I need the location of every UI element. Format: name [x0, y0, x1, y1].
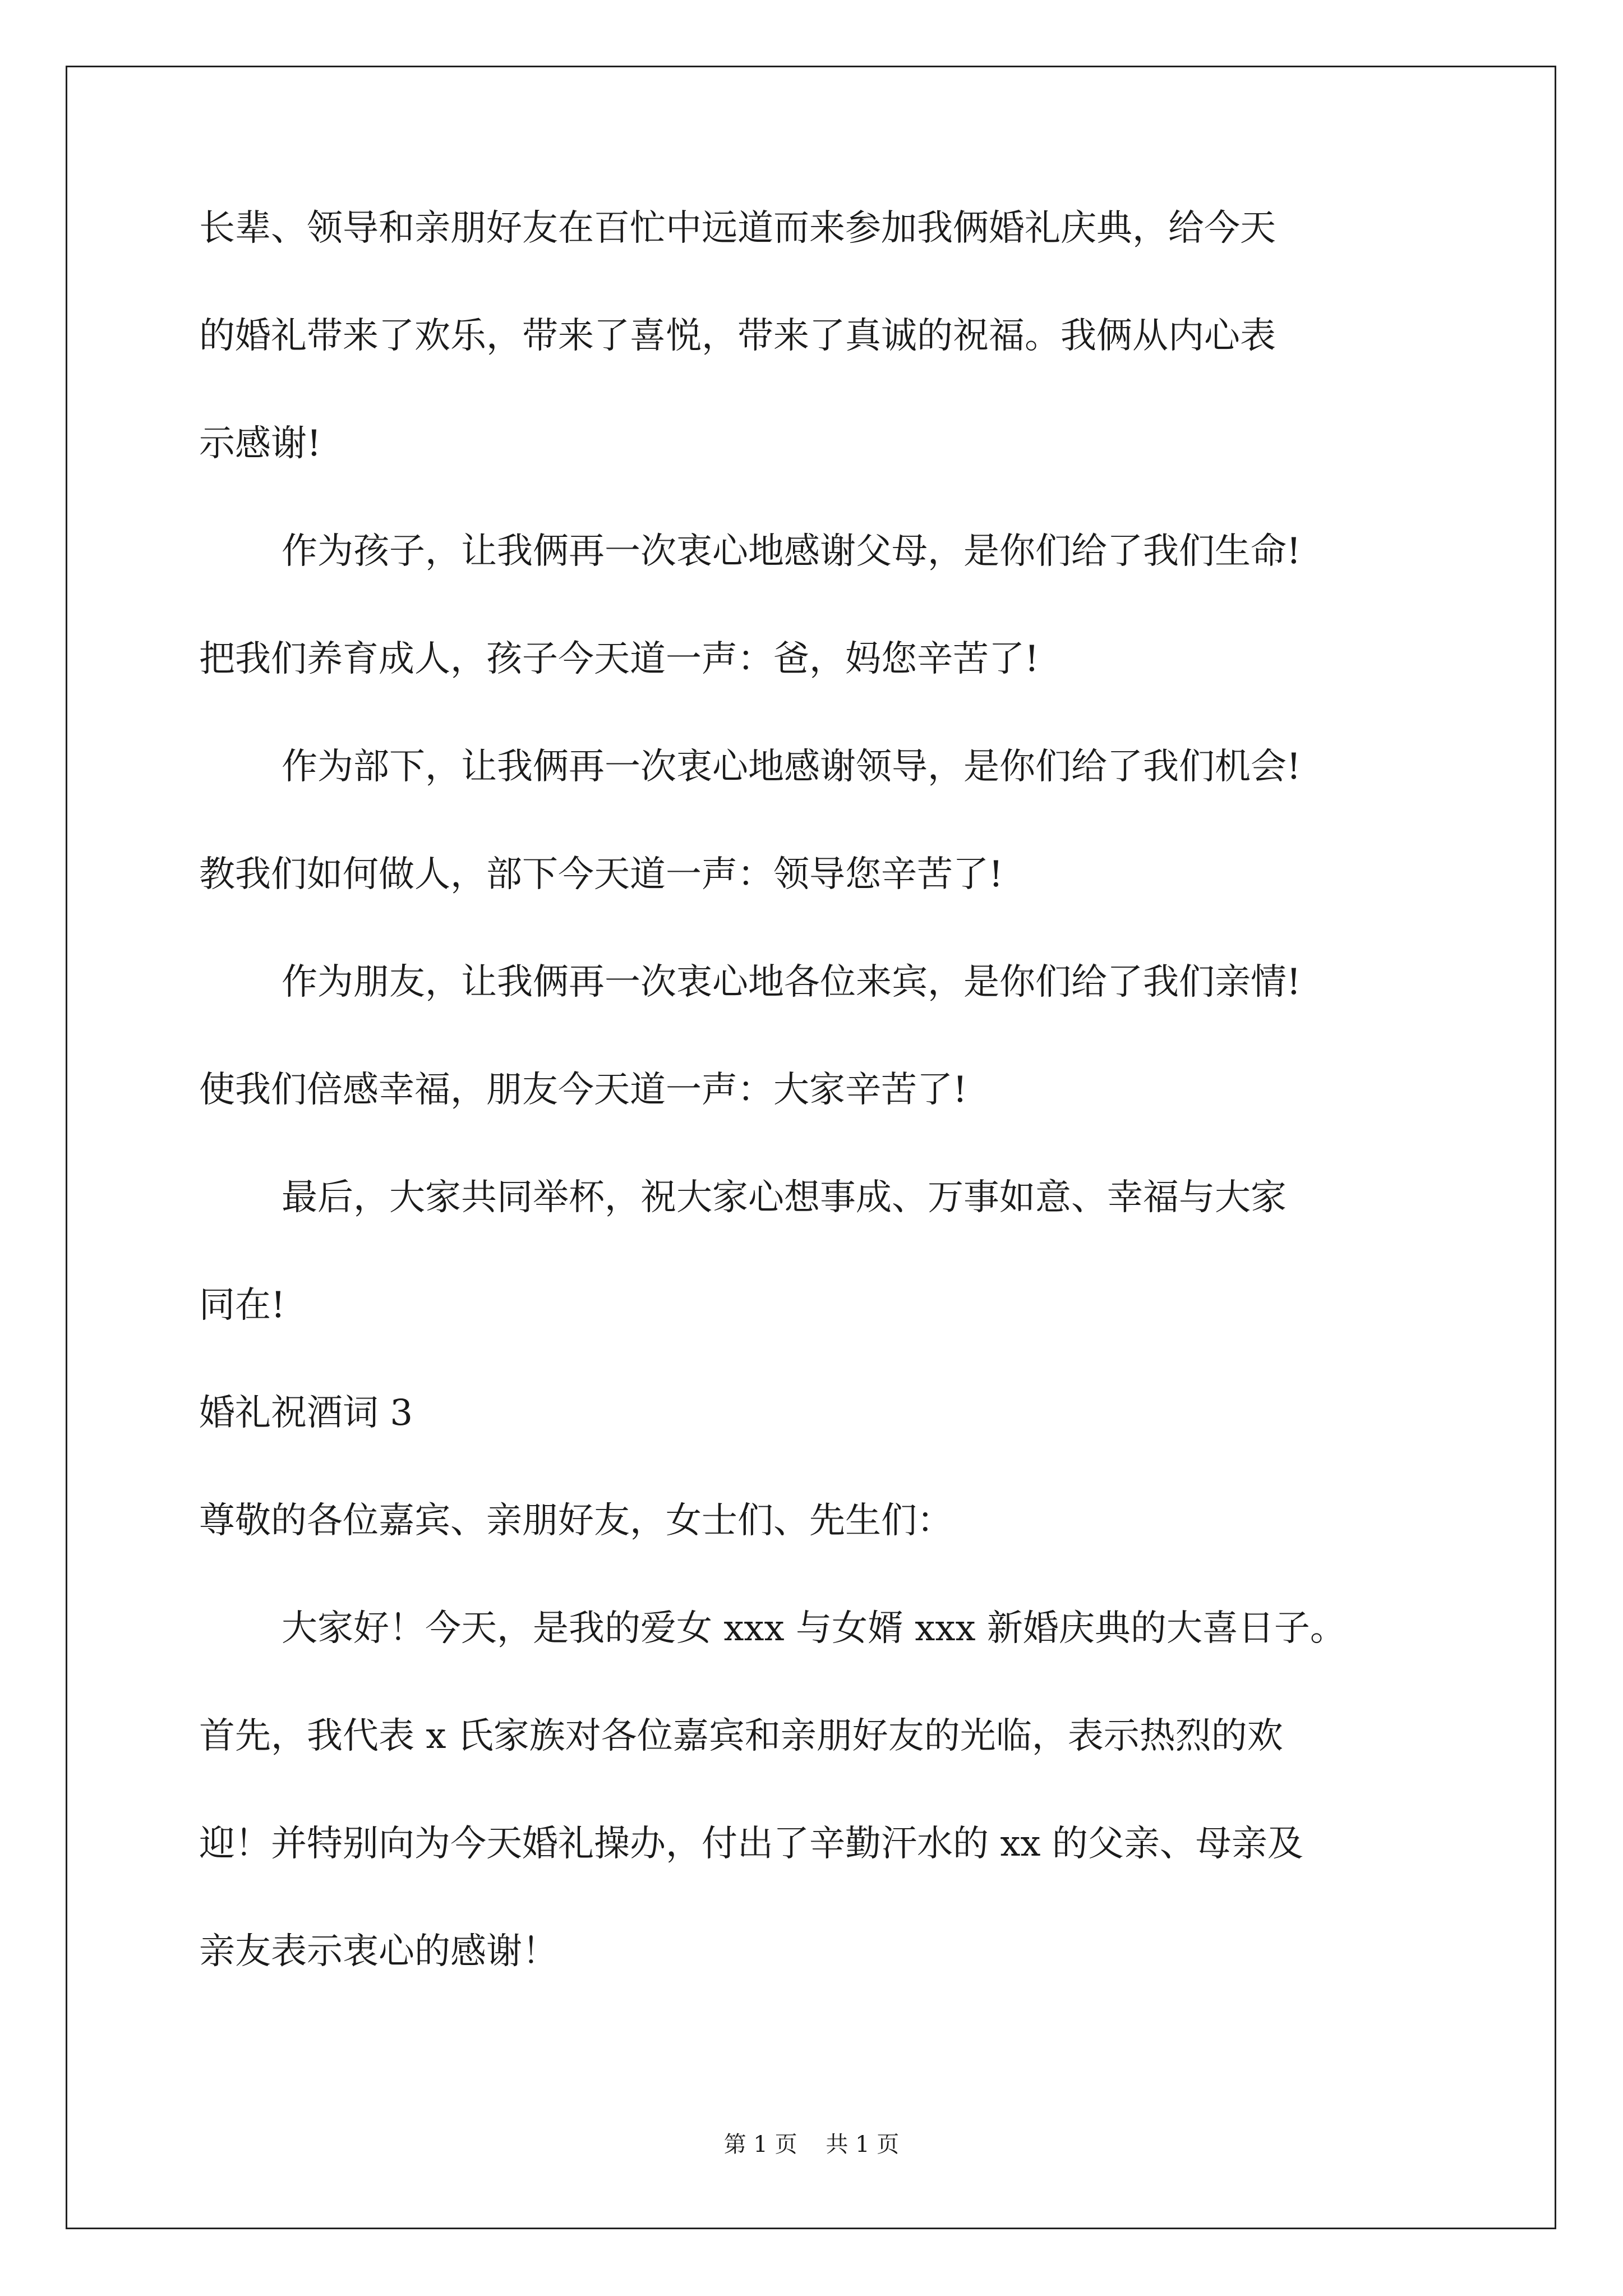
salutation-line: 尊敬的各位嘉宾、亲朋好友，女士们、先生们： — [199, 1500, 953, 1542]
paragraph-start-line: 作为孩子，让我俩再一次衷心地感谢父母，是你们给了我们生命! — [282, 531, 1301, 572]
text-line: 使我们倍感幸福，朋友今天道一声：大家辛苦了! — [199, 1069, 967, 1111]
paragraph-start-line: 大家好！今天，是我的爱女 xxx 与女婿 xxx 新婚庆典的大喜日子。 — [282, 1608, 1346, 1649]
text-line: 把我们养育成人，孩子今天道一声：爸，妈您辛苦了! — [199, 638, 1039, 680]
text-line: 的婚礼带来了欢乐，带来了喜悦，带来了真诚的祝福。我俩从内心表 — [199, 315, 1276, 357]
paragraph-start-line: 最后，大家共同举杯，祝大家心想事成、万事如意、幸福与大家 — [282, 1177, 1287, 1218]
text-line: 长辈、领导和亲朋好友在百忙中远道而来参加我俩婚礼庆典，给今天 — [199, 208, 1276, 249]
page-number-footer: 第 1 页 共 1 页 — [723, 2132, 900, 2157]
section-heading: 婚礼祝酒词 3 — [199, 1392, 413, 1434]
text-line: 示感谢! — [199, 423, 321, 464]
text-line: 教我们如何做人，部下今天道一声：领导您辛苦了! — [199, 854, 1003, 895]
paragraph-start-line: 作为朋友，让我俩再一次衷心地各位来宾，是你们给了我们亲情! — [282, 961, 1301, 1003]
paragraph-start-line: 作为部下，让我俩再一次衷心地感谢领导，是你们给了我们机会! — [282, 746, 1301, 788]
text-line: 首先，我代表 x 氏家族对各位嘉宾和亲朋好友的光临，表示热烈的欢 — [199, 1715, 1283, 1757]
text-line: 同在! — [199, 1285, 285, 1326]
document-body — [199, 210, 1436, 2041]
text-line: 亲友表示衷心的感谢！ — [199, 1931, 558, 1972]
text-line: 迎！并特别向为今天婚礼操办，付出了辛勤汗水的 xx 的父亲、母亲及 — [199, 1823, 1303, 1865]
